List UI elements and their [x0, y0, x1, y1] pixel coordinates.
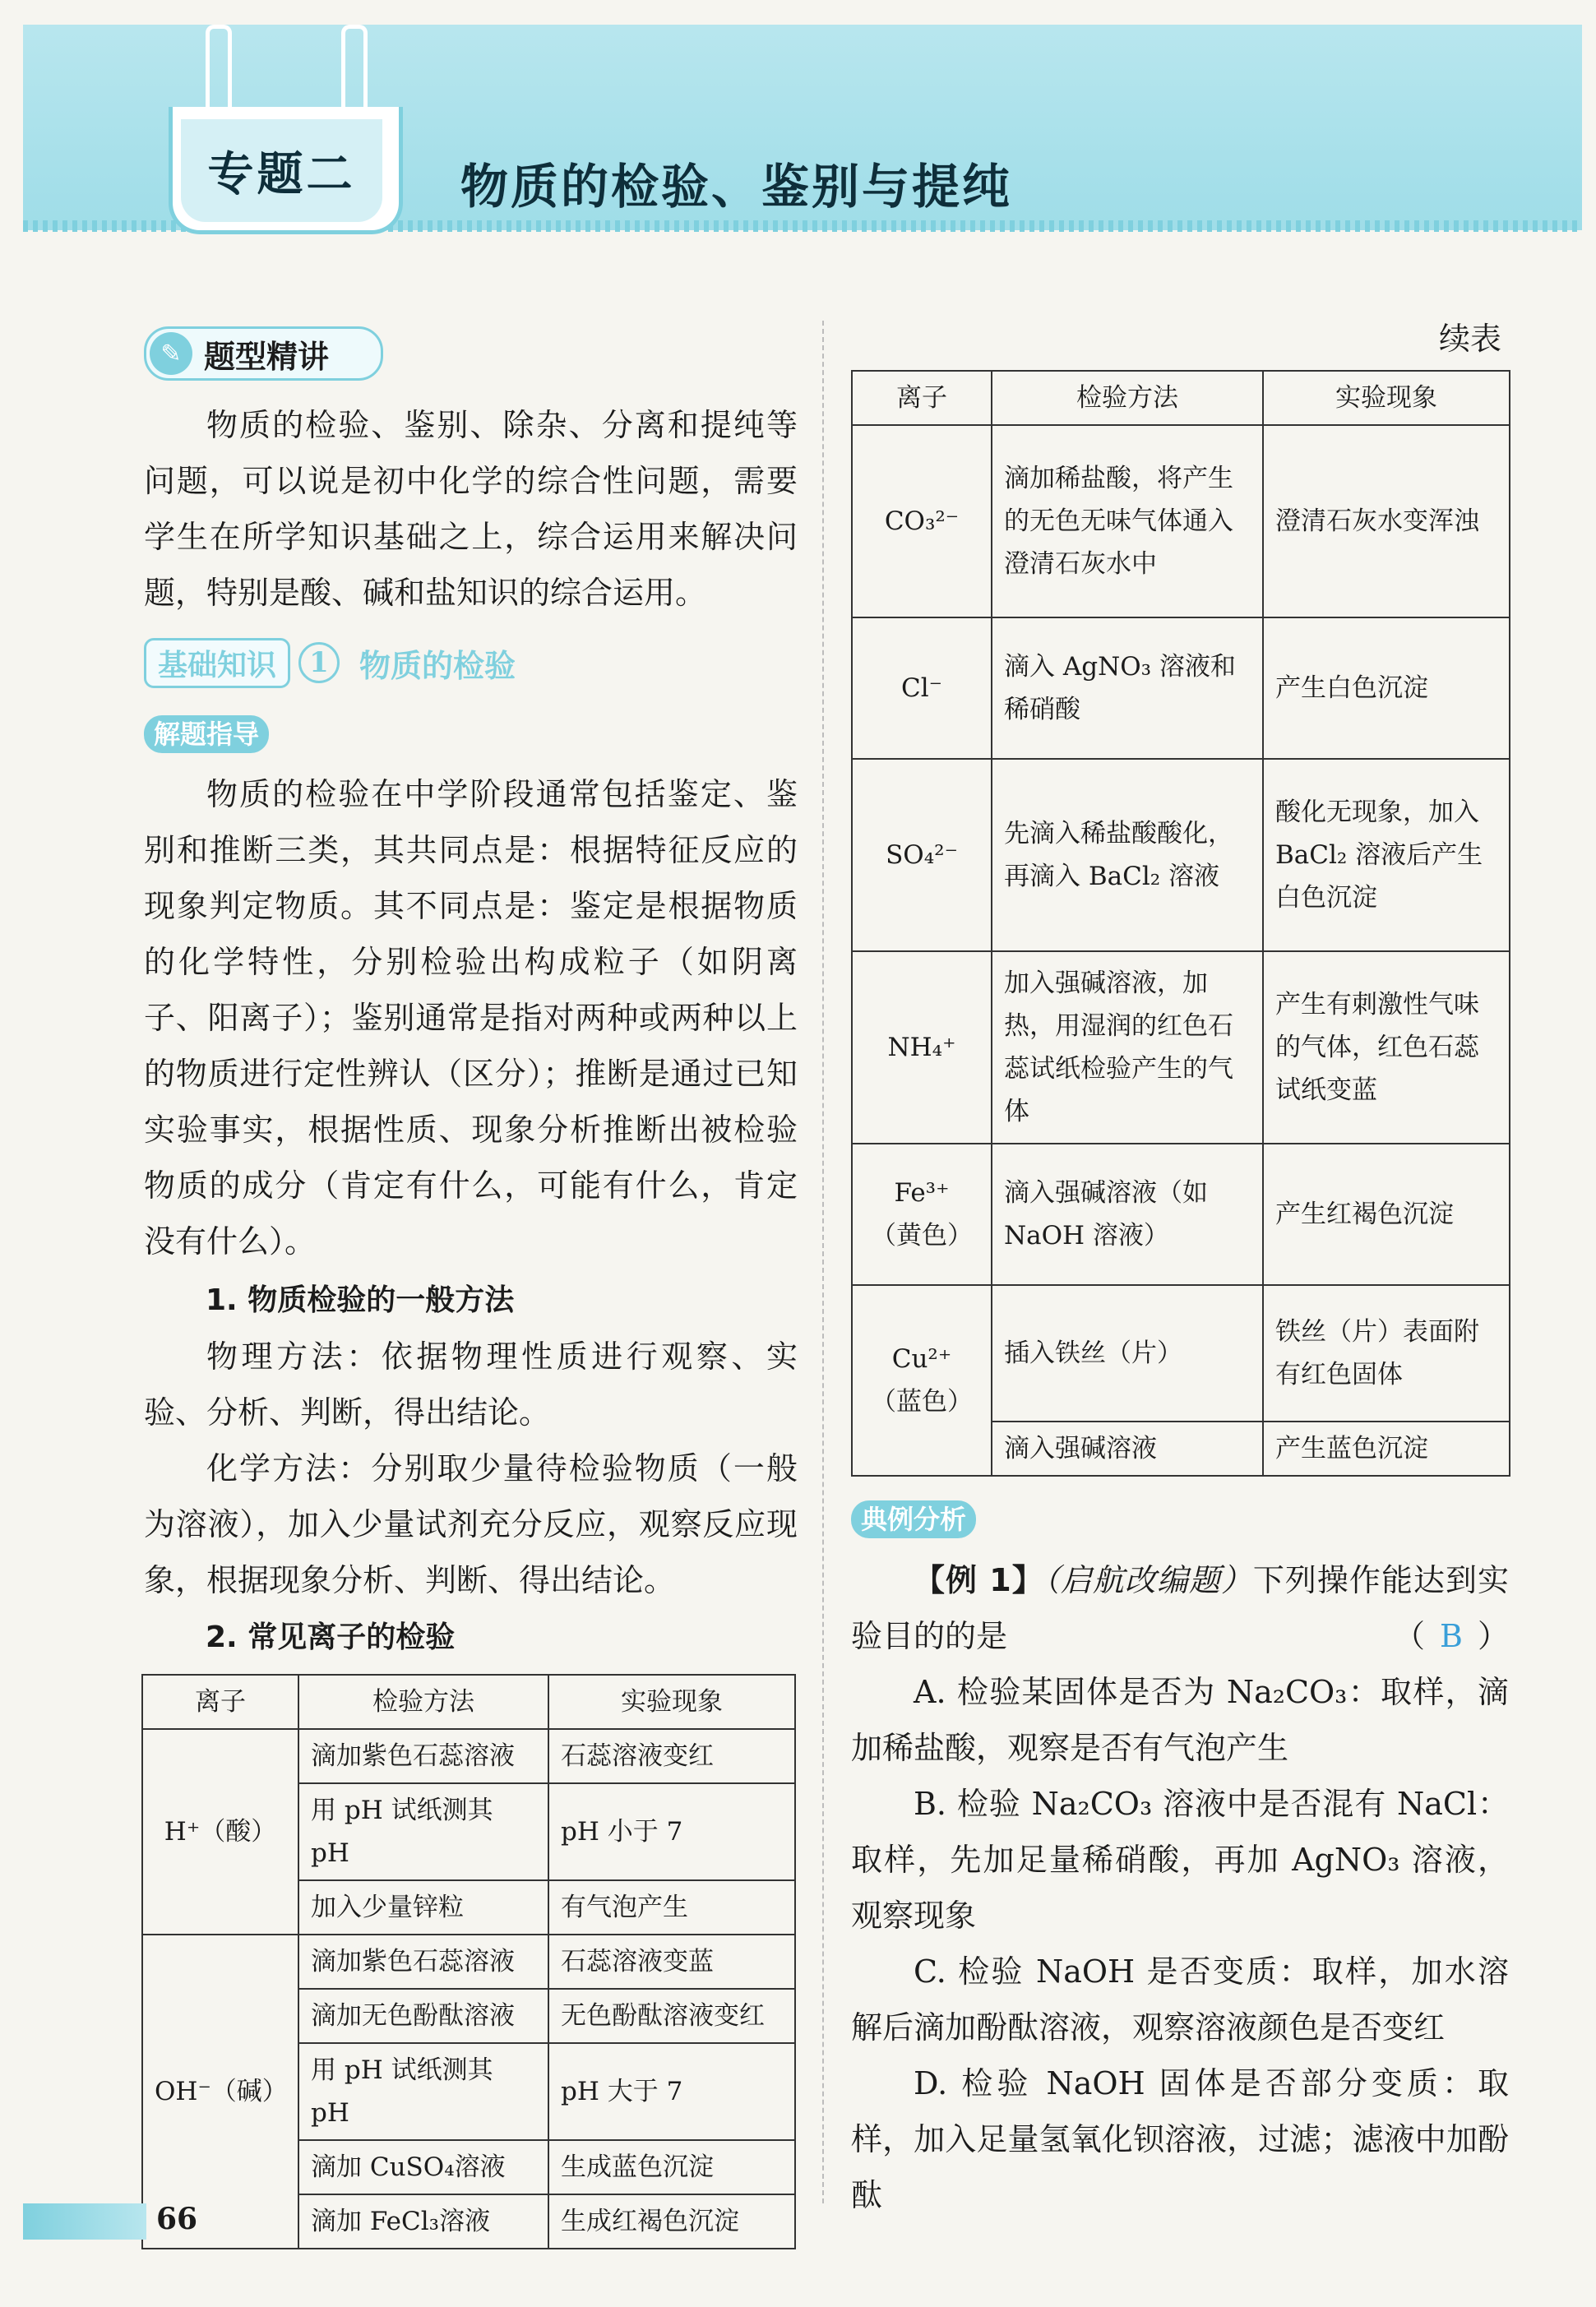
ion-cell: NH₄⁺ [852, 951, 992, 1144]
subheading-1: 1. 物质检验的一般方法 [206, 1283, 515, 1317]
continued-label: 续表 [1439, 321, 1502, 357]
footer-bar [23, 2203, 146, 2240]
header-ion: 离子 [852, 371, 992, 425]
method-cell: 滴入强碱溶液 [992, 1422, 1263, 1476]
example-label: 【例 1】 [914, 1562, 1044, 1598]
result-cell: 生成蓝色沉淀 [548, 2140, 795, 2194]
guide-tag: 解题指导 [144, 715, 269, 753]
result-cell: 有气泡产生 [548, 1880, 795, 1935]
column-divider [822, 321, 824, 2203]
ion-cell: Fe³⁺ （黄色） [852, 1144, 992, 1285]
example-tag: 典例分析 [851, 1500, 976, 1538]
subheading-2: 2. 常见离子的检验 [206, 1620, 456, 1654]
method-cell: 滴加 FeCl₃溶液 [298, 2194, 548, 2249]
result-cell: 产生蓝色沉淀 [1263, 1422, 1510, 1476]
header-method: 检验方法 [298, 1675, 548, 1729]
page-title: 物质的检验、鉴别与提纯 [460, 159, 1013, 215]
result-cell: pH 大于 7 [548, 2043, 795, 2140]
result-cell: 酸化无现象，加入 BaCl₂ 溶液后产生白色沉淀 [1263, 759, 1510, 951]
result-cell: pH 小于 7 [548, 1783, 795, 1880]
result-cell: 无色酚酞溶液变红 [548, 1989, 795, 2043]
physical-method: 物理方法：依据物理性质进行观察、实验、分析、判断，得出结论。 [144, 1338, 798, 1431]
method-cell: 加入少量锌粒 [298, 1880, 548, 1935]
ion-cell: Cu²⁺ （蓝色） [852, 1285, 992, 1476]
answer-value: B [1440, 1618, 1463, 1654]
answer-bracket: （ B ） [1394, 1618, 1509, 1654]
result-cell: 澄清石灰水变浑浊 [1263, 425, 1510, 617]
ion-cell: SO₄²⁻ [852, 759, 992, 951]
example-source: （启航改编题） [1043, 1562, 1253, 1598]
table-row [852, 759, 1510, 951]
option-a: A. 检验某固体是否为 Na₂CO₃：取样，滴加稀盐酸，观察是否有气泡产生 [851, 1674, 1509, 1766]
method-cell: 插入铁丝（片） [992, 1285, 1263, 1422]
option-b: B. 检验 Na₂CO₃ 溶液中是否混有 NaCl：取样，先加足量稀硝酸，再加 AgNO₃ 溶液，观察现象 [851, 1786, 1509, 1934]
table-row [852, 1285, 1510, 1422]
table-row [852, 617, 1510, 759]
result-cell: 生成红褐色沉淀 [548, 2194, 795, 2249]
method-cell: 滴加无色酚酞溶液 [298, 1989, 548, 2043]
table-row [852, 425, 1510, 617]
ion-cell: CO₃²⁻ [852, 425, 992, 617]
method-cell: 用 pH 试纸测其 pH [298, 1783, 548, 1880]
method-cell: 滴加稀盐酸，将产生的无色无味气体通入澄清石灰水中 [992, 425, 1263, 617]
option-d: D. 检验 NaOH 固体是否部分变质：取样，加入足量氢氧化钡溶液，过滤；滤液中加酚酞 [851, 2065, 1509, 2213]
result-cell: 产生红褐色沉淀 [1263, 1144, 1510, 1285]
page-number: 66 [156, 2202, 198, 2236]
result-cell: 产生白色沉淀 [1263, 617, 1510, 759]
topic-badge: 专题二 [181, 119, 382, 222]
example-question [851, 1552, 1509, 1664]
table-header-row [852, 371, 1510, 425]
section-label [144, 326, 383, 381]
ion-cell: H⁺（酸） [142, 1729, 298, 1935]
result-cell: 产生有刺激性气味的气体，红色石蕊试纸变蓝 [1263, 951, 1510, 1144]
method-cell: 加入强碱溶液，加热，用湿润的红色石蕊试纸检验产生的气体 [992, 951, 1263, 1144]
ion-cell: OH⁻（碱） [142, 1935, 298, 2249]
reading-icon: ✎ [150, 332, 192, 375]
method-cell: 滴入 AgNO₃ 溶液和稀硝酸 [992, 617, 1263, 759]
method-cell: 用 pH 试纸测其 pH [298, 2043, 548, 2140]
header-ion: 离子 [142, 1675, 298, 1729]
table-row [852, 1144, 1510, 1285]
method-cell: 滴加紫色石蕊溶液 [298, 1935, 548, 1989]
method-cell: 滴加 CuSO₄溶液 [298, 2140, 548, 2194]
section-label-text: 题型精讲 [204, 338, 330, 375]
option-c: C. 检验 NaOH 是否变质：取样，加水溶解后滴加酚酞溶液，观察溶液颜色是否变红 [851, 1953, 1509, 2046]
table-row [852, 951, 1510, 1144]
ion-cell: Cl⁻ [852, 617, 992, 759]
header-result: 实验现象 [548, 1675, 795, 1729]
method-cell: 先滴入稀盐酸酸化，再滴入 BaCl₂ 溶液 [992, 759, 1263, 951]
result-cell: 铁丝（片）表面附有红色固体 [1263, 1285, 1510, 1422]
result-cell: 石蕊溶液变红 [548, 1729, 795, 1783]
knowledge-label: 物质的检验 [359, 647, 516, 684]
table-row [142, 1935, 795, 1989]
chemical-method: 化学方法：分别取少量待检验物质（一般为溶液），加入少量试剂充分反应，观察反应现象，根据现象分析、判断、得出结论。 [144, 1450, 798, 1598]
knowledge-box: 基础知识 [144, 638, 290, 688]
result-cell: 石蕊溶液变蓝 [548, 1935, 795, 1989]
ion-table-left [141, 1674, 796, 2249]
table-header-row [142, 1675, 795, 1729]
header-result: 实验现象 [1263, 371, 1510, 425]
knowledge-number: 1 [298, 642, 340, 683]
header-method: 检验方法 [992, 371, 1263, 425]
intro-paragraph: 物质的检验、鉴别、除杂、分离和提纯等问题，可以说是初中化学的综合性问题，需要学生在所学知识基础之上，综合运用来解决问题，特别是酸、碱和盐知识的综合运用。 [144, 407, 798, 611]
table-row [142, 1729, 795, 1783]
guide-paragraph: 物质的检验在中学阶段通常包括鉴定、鉴别和推断三类，其共同点是：根据特征反应的现象判定物质。其不同点是：鉴定是根据物质的化学特性，分别检验出构成粒子（如阴离子、阳离子）；鉴别通常是指对两种或两种以上的物质进行定性辨认（区分）；推断是通过已知实验事实，根据性质、现象分析推断出被检验物质的成分（肯定有什么，可能有什么，肯定没有什么）。 [144, 776, 798, 1260]
method-cell: 滴入强碱溶液（如 NaOH 溶液） [992, 1144, 1263, 1285]
example-stem: 下列操作能达到实验目的的是 [851, 1562, 1509, 1654]
ion-table-right [851, 370, 1510, 1477]
method-cell: 滴加紫色石蕊溶液 [298, 1729, 548, 1783]
knowledge-heading [144, 637, 516, 688]
